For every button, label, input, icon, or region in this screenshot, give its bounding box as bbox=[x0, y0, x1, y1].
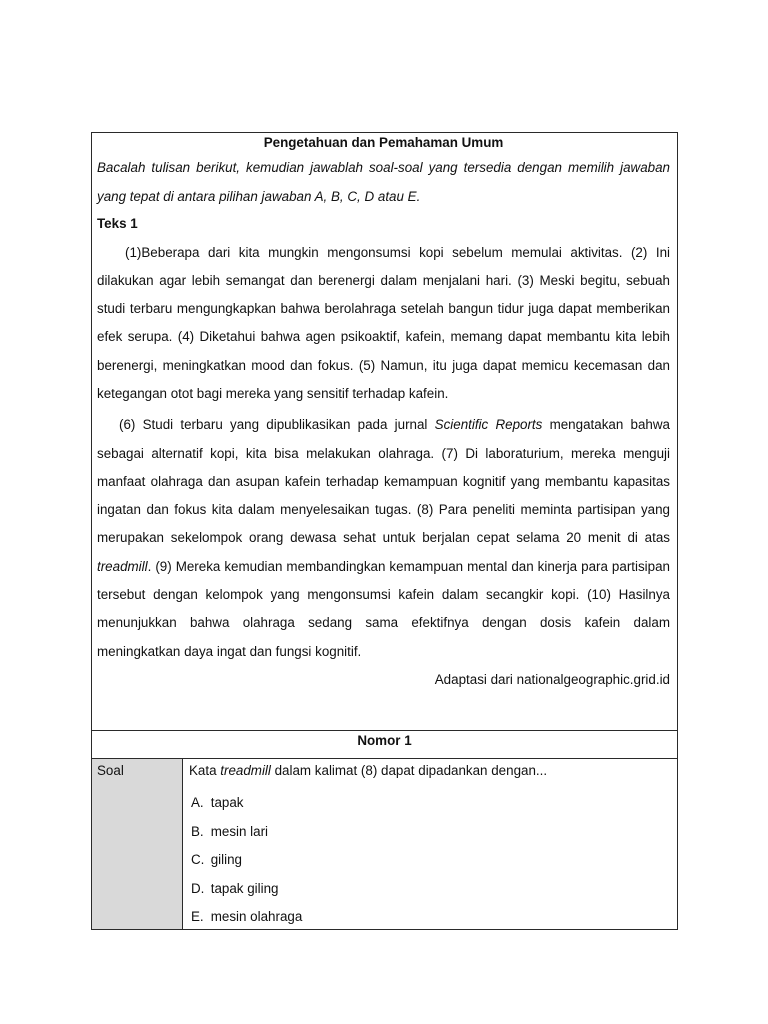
option-d[interactable] bbox=[191, 875, 677, 904]
option-letter: A. bbox=[191, 795, 204, 810]
soal-label-cell bbox=[92, 759, 183, 929]
instruction-text: Bacalah tulisan berikut, kemudian jawablah soal-soal yang tersedia dengan memilih jawaban yang tepat di antara pilihan jawaban A, B, C, D atau E. bbox=[97, 160, 670, 204]
passage-section bbox=[92, 133, 677, 730]
soal-label: Soal bbox=[97, 763, 124, 778]
prompt-term: treadmill bbox=[220, 763, 271, 778]
prompt-part-b: dalam kalimat (8) dapat dipadankan dengan... bbox=[270, 763, 548, 778]
passage-paragraph-1: (1)Beberapa dari kita mungkin mengonsumsi kopi sebelum memulai aktivitas. (2) Ini dilakukan agar lebih semangat dan berenergi dalam menjalani hari. (3) Meski begitu, sebuah studi terbaru mengungkapkan bahwa berolahraga setelah bangun tidur juga dapat memberikan efek serupa. (4) Diketahui bahwa agen psikoaktif, kafein, memang dapat membantu kita lebih berenergi, meningkatkan mood dan fokus. (5) Namun, itu juga dapat memicu kecemasan dan ketegangan otot bagi mereka yang sensitif terhadap kafein. bbox=[97, 244, 670, 401]
passage-paragraph-2 bbox=[97, 411, 670, 666]
option-letter: E. bbox=[191, 909, 204, 924]
option-letter: B. bbox=[191, 823, 204, 839]
question-sheet bbox=[91, 132, 678, 930]
option-text: giling bbox=[210, 852, 243, 867]
text-label: Teks 1 bbox=[97, 216, 138, 231]
question-number: Nomor 1 bbox=[357, 733, 412, 748]
question-prompt bbox=[189, 761, 677, 781]
treadmill-term: treadmill bbox=[97, 558, 148, 574]
paragraph-2-part-c: . (9) Mereka kemudian membandingkan kemampuan mental dan kinerja para partisipan tersebut dengan kelompok yang mengonsumsi kafein dalam secangkir kopi. (10) Hasilnya menunjukkan bahwa olahraga sedang sama efektifnya dengan dosis kafein dalam meningkatkan daya ingat dan fungsi kognitif. bbox=[97, 558, 670, 659]
option-letter: D. bbox=[191, 880, 205, 896]
option-c[interactable] bbox=[191, 846, 677, 875]
question-cell bbox=[183, 759, 677, 929]
answer-options bbox=[189, 789, 677, 932]
option-text: mesin olahraga bbox=[210, 909, 303, 924]
source-attribution: Adaptasi dari nationalgeographic.grid.id bbox=[434, 671, 670, 687]
option-a[interactable] bbox=[191, 789, 677, 818]
journal-name: Scientific Reports bbox=[434, 417, 543, 433]
paragraph-2-part-b: mengatakan bahwa sebagai alternatif kopi, kita bisa melakukan olahraga. (7) Di laboraturium, mereka menguji manfaat olahraga dan asupan kafein terhadap kemampuan kognitif yang membantu kapasitas ingatan dan fokus kita dalam menyelesaikan tugas. (8) Para peneliti meminta partisipan yang merupakan sekelompok orang dewasa sehat untuk berjalan cepat selama 20 menit di atas bbox=[97, 417, 670, 546]
section-heading: Pengetahuan dan Pemahaman Umum bbox=[263, 135, 504, 150]
option-letter: C. bbox=[191, 852, 205, 867]
option-b[interactable] bbox=[191, 818, 677, 847]
option-text: tapak bbox=[210, 795, 244, 810]
paragraph-2-part-a: (6) Studi terbaru yang dipublikasikan pada jurnal bbox=[119, 417, 435, 433]
option-e[interactable] bbox=[191, 903, 677, 932]
option-text: mesin lari bbox=[210, 823, 269, 839]
prompt-part-a: Kata bbox=[189, 763, 221, 778]
option-text: tapak giling bbox=[210, 880, 279, 896]
